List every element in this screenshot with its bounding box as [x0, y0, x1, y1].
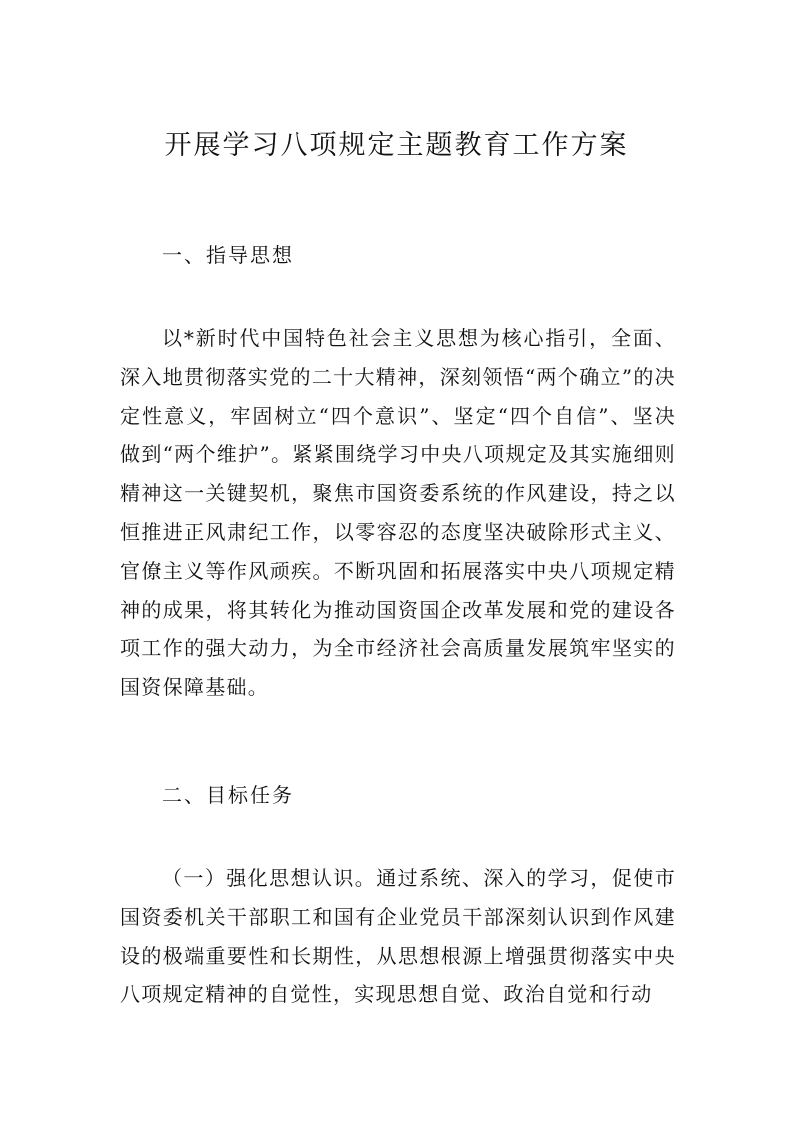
section-heading-goals-tasks: 二、目标任务 — [162, 783, 294, 807]
section-paragraph-goals-tasks: （一）强化思想认识。通过系统、深入的学习，促使市国资委机关干部职工和国有企业党员干部深刻认识到作风建设的极端重要性和长期性，从思想根源上增强贯彻落实中央八项规定精神的自觉性，实现思想自觉、政治自觉和行动 — [120, 866, 676, 1007]
section-heading-guiding-ideology: 一、指导思想 — [162, 243, 294, 267]
document-title: 开展学习八项规定主题教育工作方案 — [164, 130, 629, 161]
section-paragraph-guiding-ideology: 以*新时代中国特色社会主义思想为核心指引，全面、深入地贯彻落实党的二十大精神，深刻领悟“两个确立”的决定性意义，牢固树立“四个意识”、坚定“四个自信”、坚决做到“两个维护”。紧紧围绕学习中央八项规定及其实施细则精神这一关键契机，聚焦市国资委系统的作风建设，持之以恒推进正风肃纪工作，以零容忍的态度坚决破除形式主义、官僚主义等作风顽疾。不断巩固和拓展落实中央八项规定精神的成果，将其转化为推动国资国企改革发展和党的建设各项工作的强大动力，为全市经济社会高质量发展筑牢坚实的国资保障基础。 — [120, 326, 676, 700]
